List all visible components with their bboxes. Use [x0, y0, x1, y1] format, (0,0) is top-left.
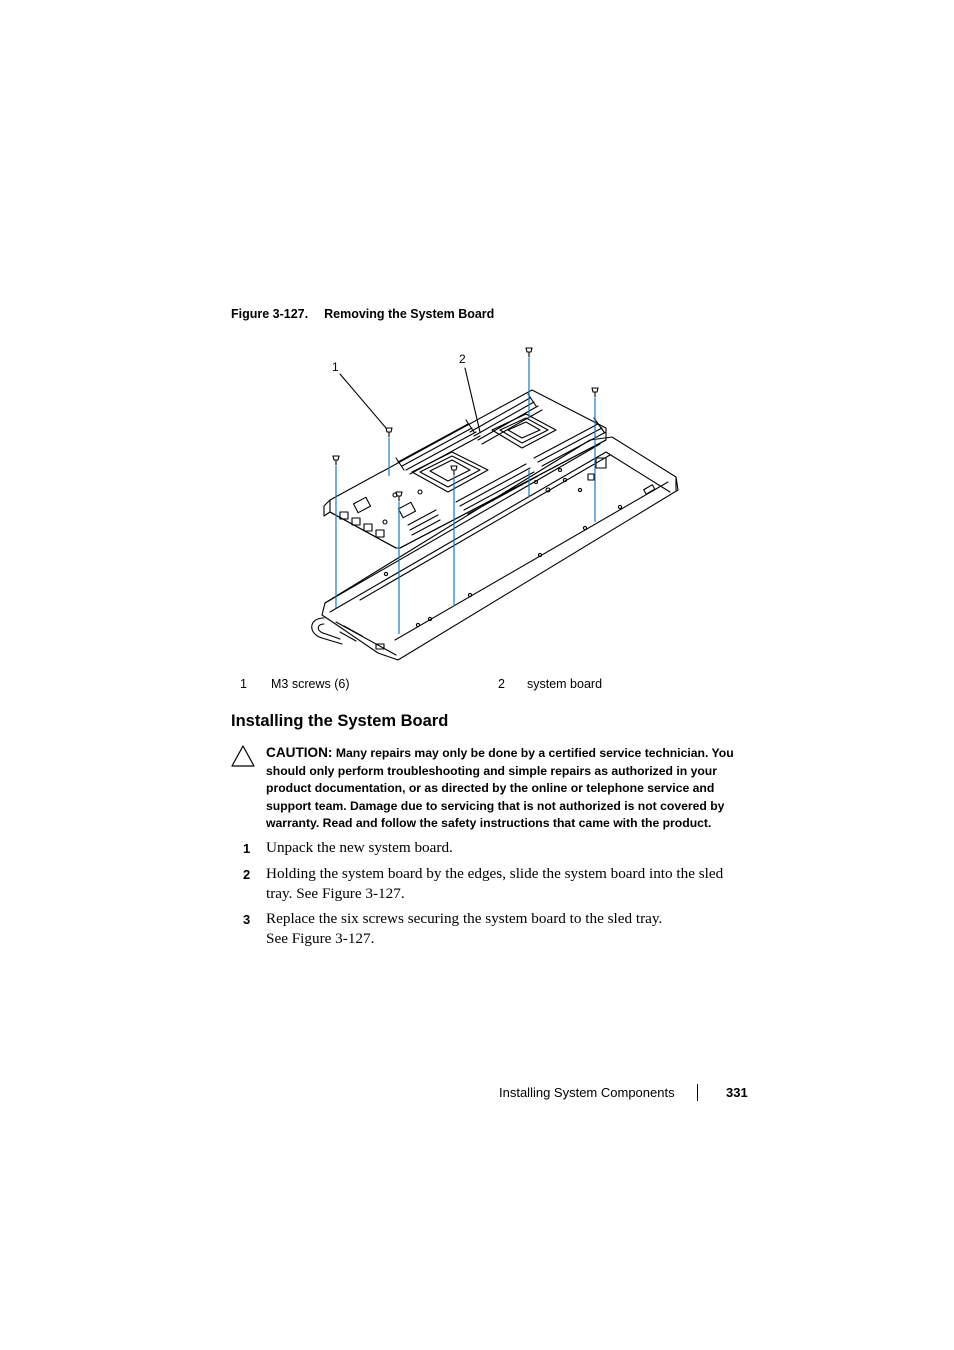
figure-caption: [231, 307, 494, 321]
figure-number: Figure 3-127.: [231, 307, 309, 321]
legend-label-1: M3 screws (6): [271, 677, 350, 691]
system-board-illustration: [300, 340, 690, 670]
step-text-3: [266, 909, 736, 948]
step-number-3: 3: [243, 912, 251, 927]
screw-guide-lines: [336, 358, 595, 634]
step-text-3-line-1: Replace the six screws securing the system board to the sled tray.: [266, 910, 663, 927]
figure-title: Removing the System Board: [324, 307, 495, 321]
sled-handle: [312, 618, 342, 644]
step-number-2: 2: [243, 867, 251, 882]
step-text-1: Unpack the new system board.: [266, 839, 453, 856]
callout-leader-1: [340, 374, 386, 428]
footer-section-title: Installing System Components: [499, 1085, 675, 1100]
step-text-3-line-2: See Figure 3-127.: [266, 929, 375, 947]
callout-2: 2: [459, 352, 466, 366]
page-number: 331: [726, 1085, 748, 1100]
legend-label-2: system board: [527, 677, 603, 691]
footer-divider: [697, 1084, 698, 1101]
section-heading: Installing the System Board: [231, 712, 449, 730]
step-text-2: Holding the system board by the edges, slide the system board into the sled tray. See Figure 3-127.: [266, 865, 724, 902]
caution-notice: [266, 744, 746, 833]
legend-num-2: 2: [498, 677, 505, 691]
caution-body: Many repairs may only be done by a certified service technician. You should only perform troubleshooting and simple repairs as authorized in your product documentation, or as directed by the online or telephone service and support team. Damage due to servicing that is not authorized is not covered by warranty. Read and follow the safety instructions that came with the product.: [266, 746, 734, 831]
legend-num-1: 1: [240, 677, 247, 691]
caution-label: CAUTION:: [266, 745, 333, 760]
step-number-1: 1: [243, 841, 251, 856]
caution-triangle-icon: [230, 744, 256, 768]
callout-1: 1: [332, 360, 339, 374]
sled-tray: [322, 437, 678, 660]
